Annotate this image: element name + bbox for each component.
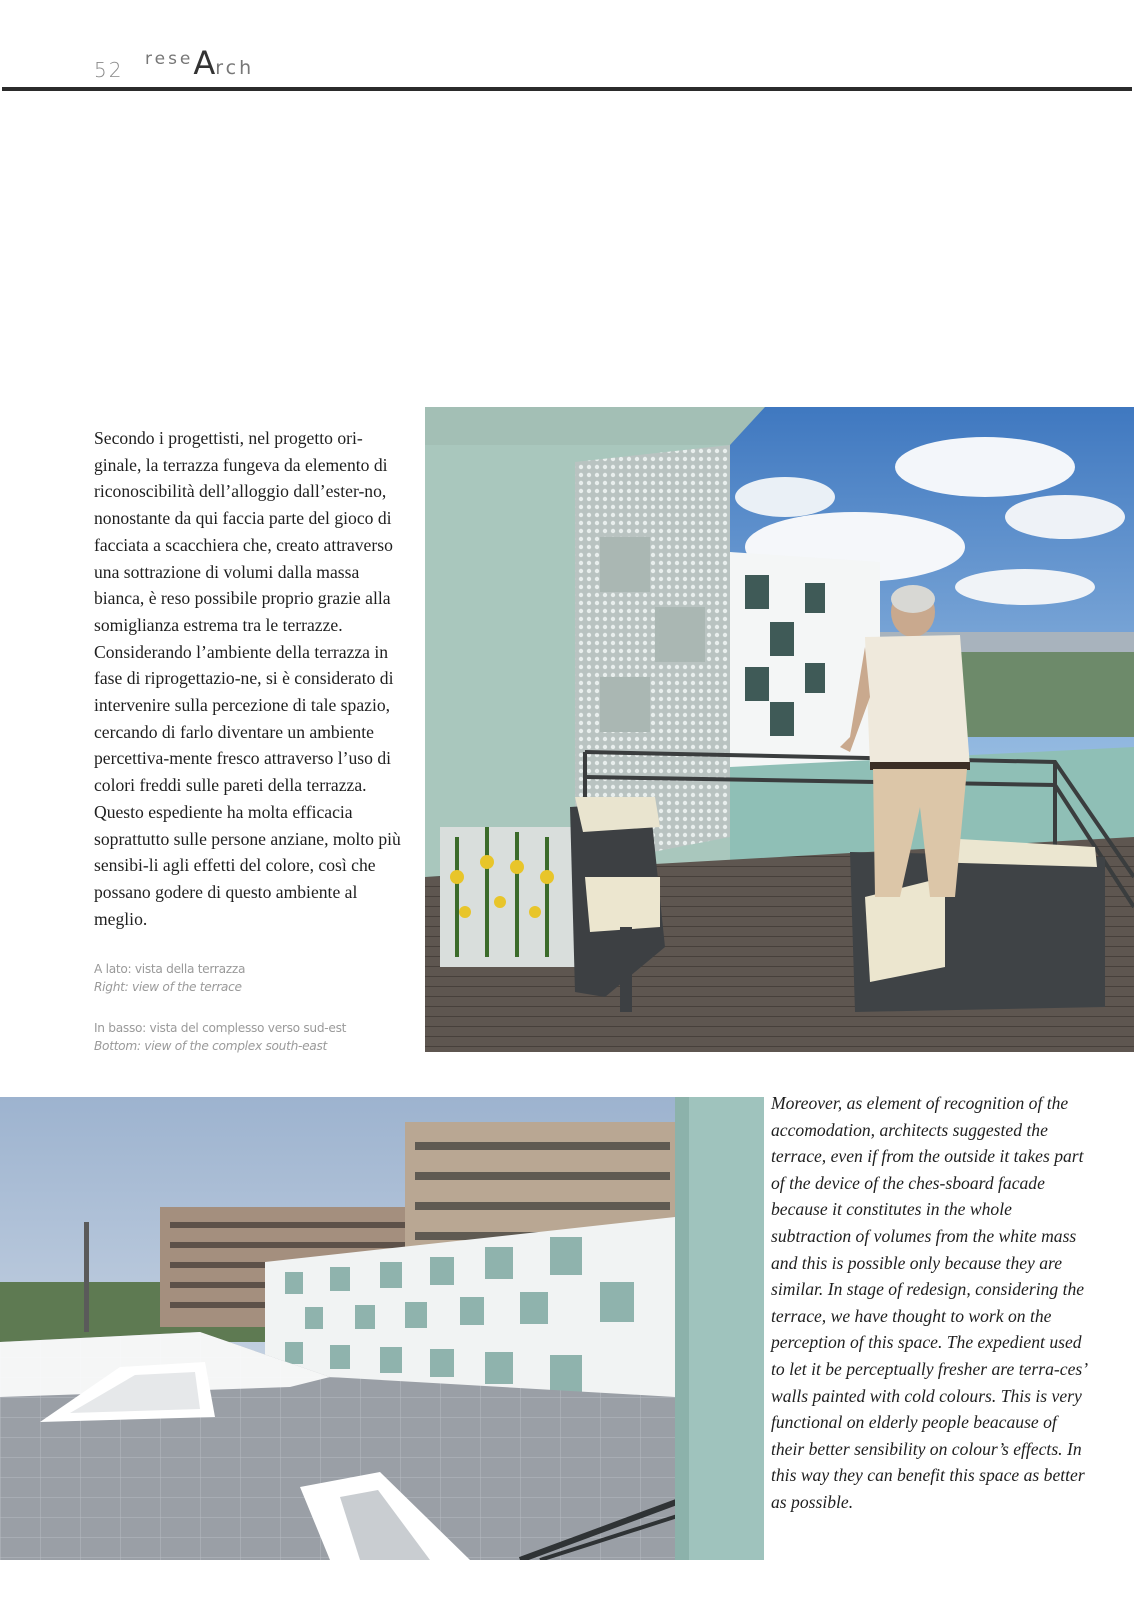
italian-body-text: Secondo i progettisti, nel progetto ori-ginale, la terrazza fungeva da elemento di riconoscibilità dell’alloggio dall’ester-no, nonostante da qui faccia parte del gioco di facciata a scacchiera che, creato attraverso una sottrazione di volumi dalla massa bianca, è reso possibile proprio grazie alla somiglianza estrema tra le terrazze. Considerando l’ambiente della terrazza in fase di riprogettazio-ne, si è considerato di intervenire sulla percezione di tale spazio, cercando di farlo diventare un ambiente percettiva-mente fresco attraverso l’uso di colori freddi sulle pareti della terrazza. Questo espediente ha molta efficacia soprattutto sulle persone anziane, molto più sensibi-li agli effetti del colore, così che possano godere di questo ambiente al meglio.	[94, 428, 401, 929]
caption-terrace-en: Right: view of the terrace	[94, 980, 242, 994]
caption-terrace-it: A lato: vista della terrazza	[94, 962, 246, 976]
caption-complex	[94, 1019, 346, 1055]
caption-complex-it: In basso: vista del complesso verso sud-est	[94, 1021, 347, 1035]
terrace-render-photo	[425, 407, 1134, 1052]
logo-capital: A	[193, 44, 216, 82]
page-header	[0, 38, 1134, 90]
english-body-text: Moreover, as element of recognition of the accomodation, architects suggested the terrace, even if from the outside it takes part of the device of the ches-sboard facade because it constitutes in the whole subtraction of volumes from the white mass and this is possible only because they are similar. In stage of redesign, considering the terrace, we have thought to work on the perception of this space. The expedient used to let it be perceptually fresher are terra-ces’ walls painted with cold colours. This is very functional on elderly people beacause of their better sensibility on colour’s effects. In this way they can benefit this space as better as possible.	[771, 1093, 1087, 1512]
page-number: 52	[94, 58, 124, 82]
terrace-render-illustration	[425, 407, 1134, 1052]
header-rule	[2, 87, 1132, 91]
caption-complex-en: Bottom: view of the complex south-east	[94, 1039, 327, 1053]
complex-render-photo	[0, 1097, 764, 1560]
complex-render-illustration	[0, 1097, 764, 1560]
logo-suffix: rch	[215, 57, 255, 79]
magazine-logo	[145, 44, 254, 82]
caption-terrace	[94, 960, 245, 996]
logo-prefix: rese	[145, 49, 194, 69]
